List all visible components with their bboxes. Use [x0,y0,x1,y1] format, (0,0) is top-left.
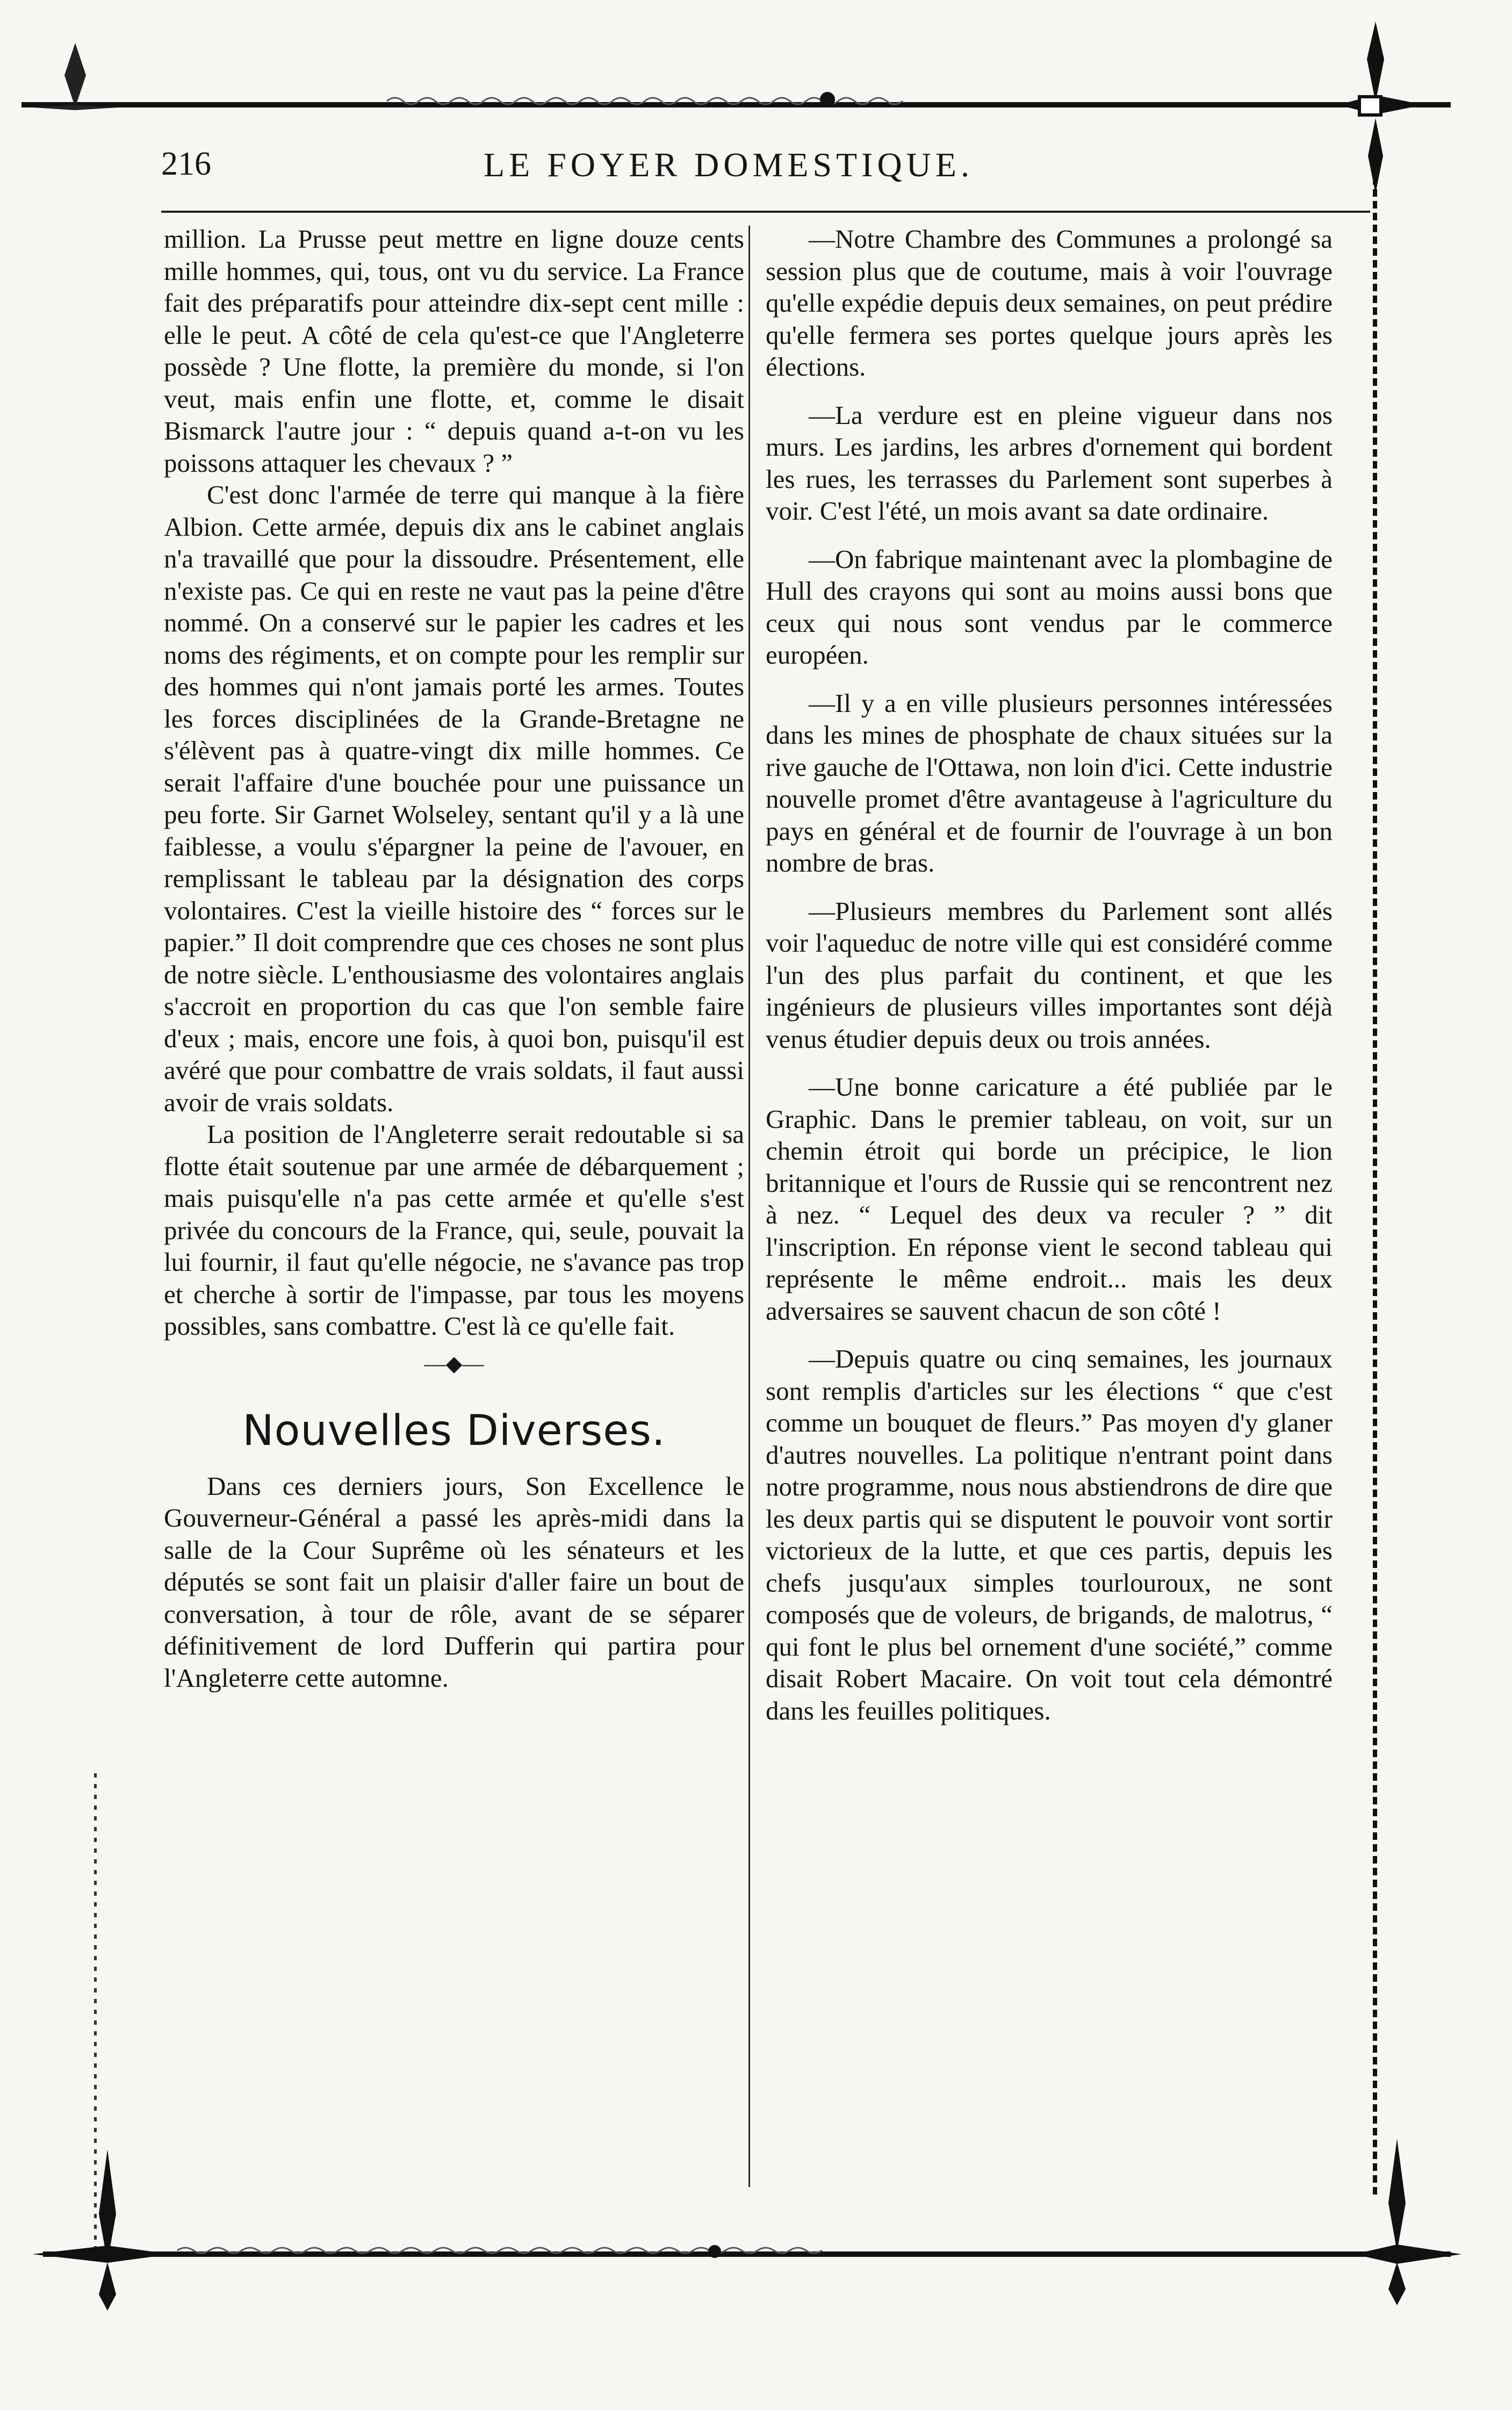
corner-ornament-bottom-right-icon [1354,2139,1472,2311]
article-paragraph: La position de l'Angleterre serait redoutable si sa flotte était soutenue par une armée de débarquement ; mais puisqu'elle n'a pas cette armée et qu'elle s'est privée du concours de la France, qui, seule, pouvait la lui fournir, il faut qu'elle négocie, ne s'avance pas trop et cherche à sortir de l'impasse, par tous les moyens possibles, sans combattre. C'est là ce qu'elle fait. [164,1119,744,1341]
right-vertical-rule [1373,177,1377,2198]
news-item: —Il y a en ville plusieurs personnes intéressées dans les mines de phosphate de chaux situées sur la rive gauche de l'Ottawa, non loin d'ici. Cette industrie nouvelle promet d'être avantageuse à l'agriculture du pays en général et de fournir de l'ouvrage à un bon nombre de bras. [766,688,1333,877]
bottom-border-rule [0,2182,1512,2343]
right-column [766,223,1333,1726]
running-header [161,145,1370,204]
header-rule [161,211,1370,213]
column-divider [748,226,750,2187]
news-paragraph: Dans ces derniers jours, Son Excellence le Gouverneur-Général a passé les après-midi dans la salle de la Cour Suprême où les sénateurs et les députés se sont fait un plaisir d'aller faire un bout de conversation, à tour de rôle, avant de se séparer définitivement de lord Dufferin qui partira pour l'Angleterre cette automne. [164,1471,744,1693]
running-title: LE FOYER DOMESTIQUE. [484,146,974,184]
corner-ornament-top-left-icon [16,32,124,193]
article-paragraph: million. La Prusse peut mettre en ligne douze cents mille hommes, qui, tous, ont vu du service. La France fait des préparatifs pour atteindre dix-sept cent mille : elle le peut. A côté de cela qu'est-ce que l'Angleterre possède ? Une flotte, la première du monde, si l'on veut, mais enfin une flotte, et, comme le disait Bismarck l'autre jour : “ depuis quand a-t-on vu les poissons attaquer les chevaux ? ” [164,224,744,478]
separator-ornament-icon: —◆— [424,1351,484,1376]
top-border-rule [0,0,1512,140]
corner-ornament-bottom-left-icon [32,2149,172,2311]
news-item: —Depuis quatre ou cinq semaines, les journaux sont remplis d'articles sur les élections “ que c'est comme un bouquet de fleurs.” Pas moyen d'y glaner d'autres nouvelles. La politique n'entrant point dans notre programme, nous nous abstiendrons de dire que les deux partis qui se disputent le pouvoir vont sortir victorieux de la lutte, et que ces partis, depuis les chefs jusqu'aux simples tourlouroux, ne sont composés que de voleurs, de brigands, de malotrus, “ qui font le plus bel ornement d'une société,” comme disait Robert Macaire. On voit tout cela démontré dans les feuilles politiques. [766,1344,1333,1725]
section-title: Nouvelles Diverses. [242,1406,666,1455]
news-item: —La verdure est en pleine vigueur dans nos murs. Les jardins, les arbres d'ornement qui bordent les rues, les terrasses du Parlement sont superbes à voir. C'est l'été, un mois avant sa date ordinaire. [766,400,1333,526]
page-number: 216 [161,146,211,182]
news-item: —Notre Chambre des Communes a prolongé sa session plus que de coutume, mais à voir l'ouvrage qu'elle expédie depuis deux semaines, on peut prédire qu'elle fermera ses portes quelque jours après les élections. [766,224,1333,382]
news-item: —On fabrique maintenant avec la plombagine de Hull des crayons qui sont au moins aussi bons que ceux qui nous sont vendus par le commerce européen. [766,544,1333,670]
left-column [164,223,744,1694]
article-paragraph: C'est donc l'armée de terre qui manque à la fière Albion. Cette armée, depuis dix ans le cabinet anglais n'a travaillé que pour la dissoudre. Présentement, elle n'existe pas. Ce qui en reste ne vaut pas la peine d'être nommé. On a conservé sur le papier les cadres et les noms des régiments, et on compte pour les remplir sur des hommes qui n'ont jamais porté les armes. Toutes les forces disciplinées de la Grande-Bretagne ne s'élèvent pas à quatre-vingt dix mille hommes. Ce serait l'affaire d'une bouchée pour une puissance un peu forte. Sir Garnet Wolseley, sentant qu'il y a là une faiblesse, a voulu s'épargner la peine de l'avouer, en remplissant le tableau par la désignation des corps volontaires. C'est la vieille histoire des “ forces sur le papier.” Il doit comprendre que ces choses ne sont plus de notre siècle. L'enthousiasme des volontaires anglais s'accroit en proportion du cas que l'on semble faire d'eux ; mais, encore une fois, à quoi bon, puisqu'il est avéré que pour combattre de vrais soldats, il faut aussi avoir de vrais soldats. [164,480,744,1117]
news-item: —Plusieurs membres du Parlement sont allés voir l'aqueduc de notre ville qui est considéré comme l'un des plus parfait du continent, et que les ingénieurs de plusieurs villes importantes sont déjà venus étudier depuis deux ou trois années. [766,896,1333,1054]
news-item: —Une bonne caricature a été publiée par le Graphic. Dans le premier tableau, on voit, sur un chemin étroit qui borde un précipice, le lion britannique et l'ours de Russie qui se rencontrent nez à nez. “ Lequel des deux va reculer ? ” dit l'inscription. En réponse vient le second tableau qui représente le même endroit... mais les deux adversaires se sauvent chacun de son côté ! [766,1072,1333,1326]
